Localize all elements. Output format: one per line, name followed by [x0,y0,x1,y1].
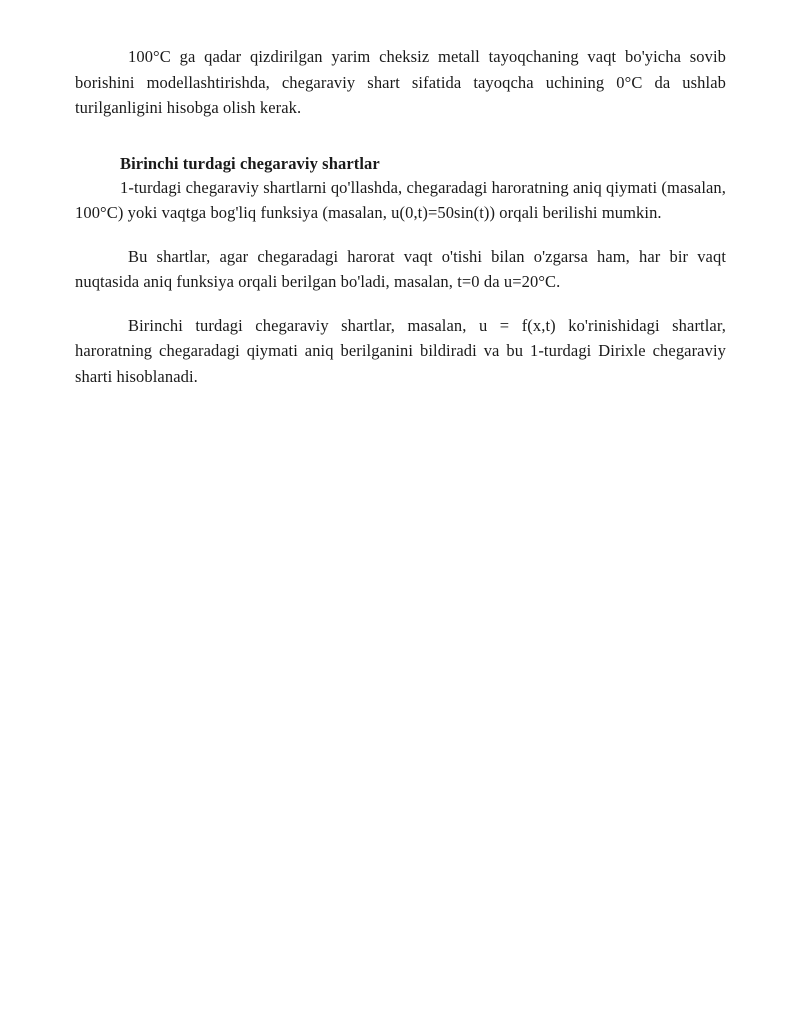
section-heading: Birinchi turdagi chegaraviy shartlar [120,153,380,173]
document-page [75,44,726,389]
paragraph-time-dependent: Bu shartlar, agar chegaradagi harorat vaqt o'tishi bilan o'zgarsa ham, har bir vaqt nuqtasida aniq funksiya orqali berilgan bo'ladi, masalan, t=0 da u=20°C. [75,246,726,291]
paragraph-first-kind: 1-turdagi chegaraviy shartlarni qo'llashda, chegaradagi haroratning aniq qiymati (masalan, 100°C) yoki vaqtga bog'liq funksiya (masalan, u(0,t)=50sin(t)) orqali berilishi mumkin. [75,177,726,222]
paragraph-dirichlet: Birinchi turdagi chegaraviy shartlar, masalan, u = f(x,t) ko'rinishidagi shartlar, haroratning chegaradagi qiymati aniq berilganini bildiradi va bu 1-turdagi Dirixle chegaraviy sharti hisoblanadi. [75,315,726,386]
paragraph-intro: 100°C ga qadar qizdirilgan yarim cheksiz metall tayoqchaning vaqt bo'yicha sovib borishini modellashtirishda, chegaraviy shart sifatida tayoqcha uchining 0°C da ushlab turilganligini hisobga olish kerak. [75,47,726,117]
